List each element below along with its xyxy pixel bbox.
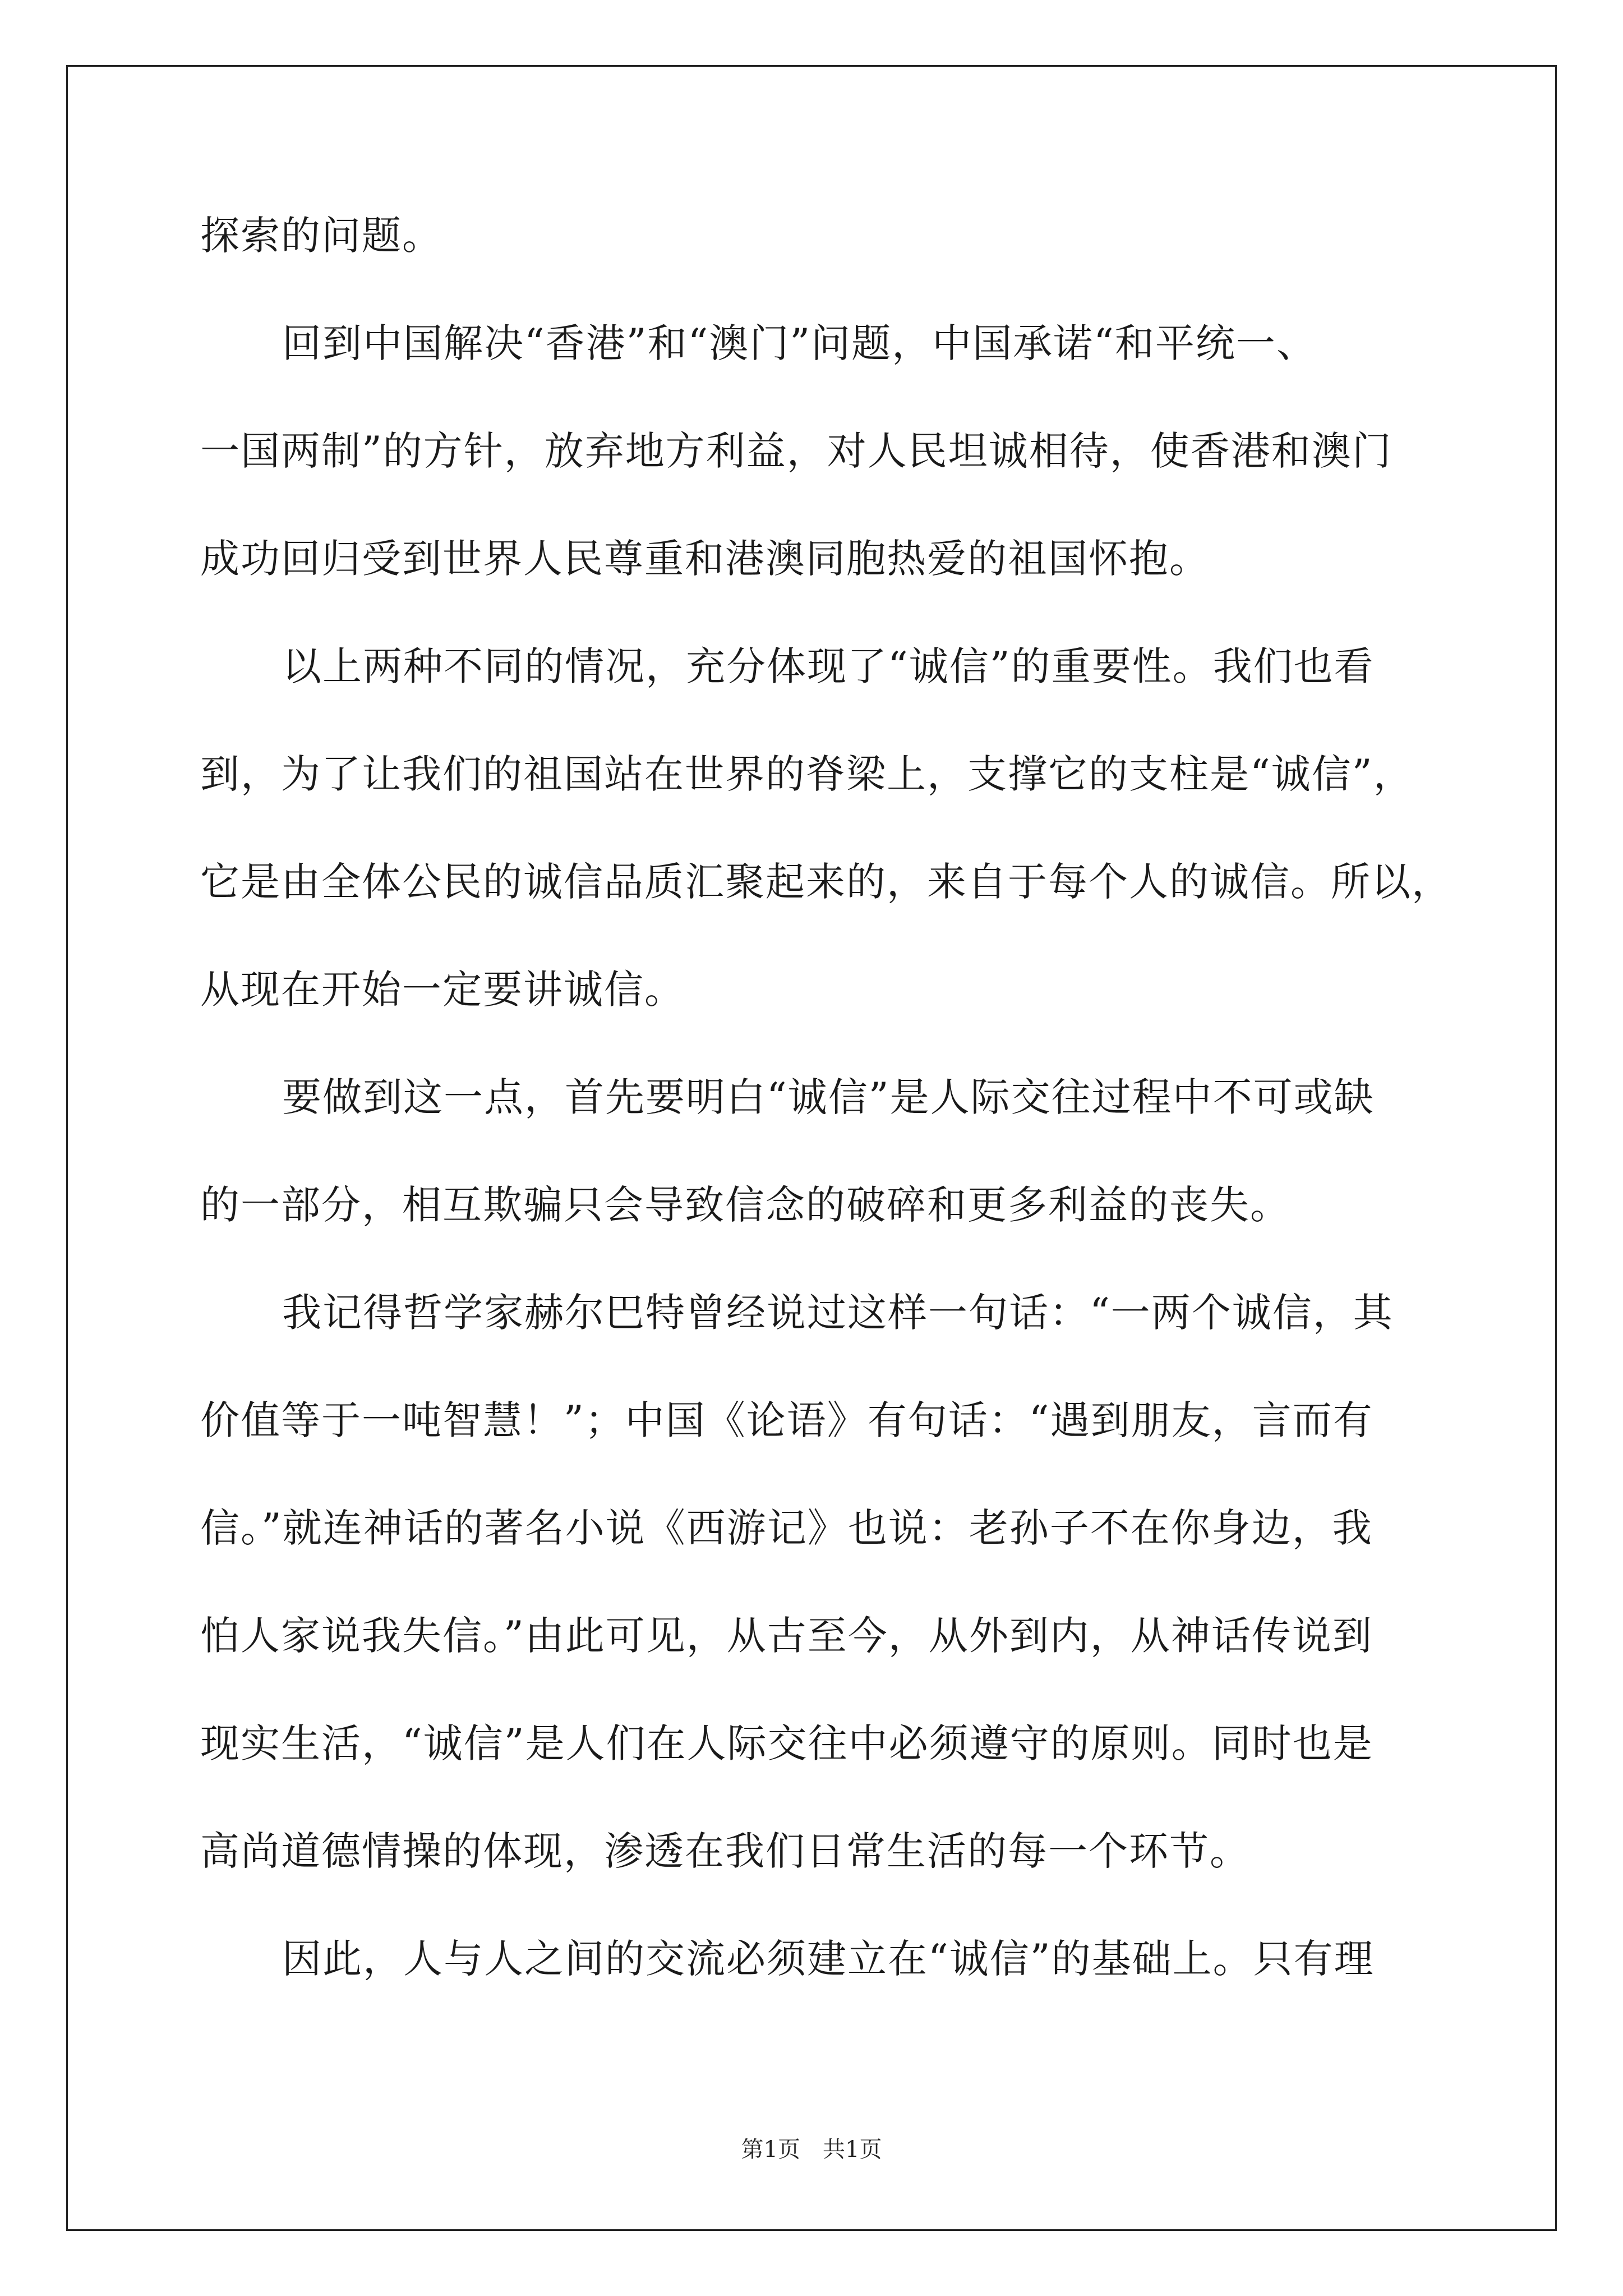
text-line: 它是由全体公民的诚信品质汇聚起来的，来自于每个人的诚信。所以，: [200, 859, 1452, 905]
text-line: 现实生活，“诚信”是人们在人际交往中必须遵守的原则。同时也是: [200, 1720, 1373, 1766]
text-line: 信。”就连神话的著名小说《西游记》也说：老孙子不在你身边，我: [200, 1505, 1373, 1551]
page-footer: 第1页 共1页: [741, 2137, 882, 2162]
text-line: 怕人家说我失信。”由此可见，从古至今，从外到内，从神话传说到: [200, 1613, 1373, 1659]
text-line: 价值等于一吨智慧！”；中国《论语》有句话：“遇到朋友，言而有: [200, 1397, 1373, 1443]
text-line: 回到中国解决“香港”和“澳门”问题，中国承诺“和平统一、: [282, 320, 1317, 366]
text-line: 以上两种不同的情况，充分体现了“诚信”的重要性。我们也看: [282, 643, 1375, 689]
document-body: [200, 213, 1459, 2047]
text-line: 我记得哲学家赫尔巴特曾经说过这样一句话：“一两个诚信，其: [282, 1290, 1394, 1336]
text-line: 要做到这一点，首先要明白“诚信”是人际交往过程中不可或缺: [282, 1074, 1375, 1120]
text-line: 的一部分，相互欺骗只会导致信念的破碎和更多利益的丧失。: [200, 1182, 1290, 1228]
text-line: 从现在开始一定要讲诚信。: [200, 967, 685, 1013]
text-line: 高尚道德情操的体现，渗透在我们日常生活的每一个环节。: [200, 1828, 1250, 1874]
text-line: 因此，人与人之间的交流必须建立在“诚信”的基础上。只有理: [282, 1936, 1375, 1982]
text-line: 探索的问题。: [200, 213, 442, 259]
text-line: 到，为了让我们的祖国站在世界的脊梁上，支撑它的支柱是“诚信”，: [200, 751, 1414, 797]
text-line: 一国两制”的方针，放弃地方利益，对人民坦诚相待，使香港和澳门: [200, 428, 1393, 474]
text-line: 成功回归受到世界人民尊重和港澳同胞热爱的祖国怀抱。: [200, 536, 1210, 582]
